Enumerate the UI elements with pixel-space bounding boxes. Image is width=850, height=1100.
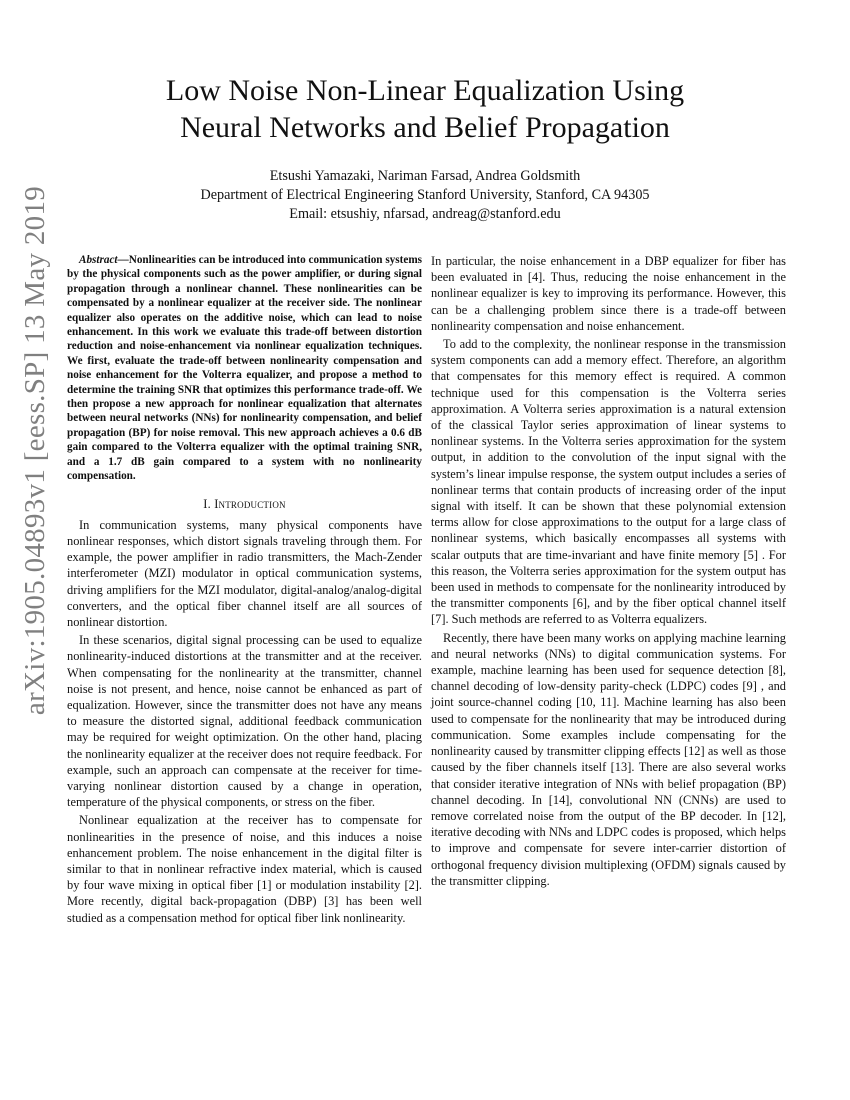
paragraph: To add to the complexity, the nonlinear response in the transmission system components can add a memory effect. Therefore, an algorithm that compensates for this memory effect is required. A common technique used for this compensation is the Volterra series approximation. A Volterra series approximation is a natural extension of the classical Taylor series approximation of linear systems to nonlinear systems. In the Volterra series approximation for the system output, in addition to the convolution of the input signal with the system’s linear impulse response, the system output includes a series of nonlinear terms that contain products of increasing order of the input signal with itself. It can be shown that these polynomial extension terms allow for close approximations to the output for a large class of nonlinear systems, which basically encompasses all systems with scalar outputs that are time-invariant and have finite memory [5] . For this reason, the Volterra series approximation for the system output has been used in methods to compensate for the nonlinearity introduced by the transmitter components [6], and by the fiber optical channel itself [7]. Such methods are referred to as Volterra equalizers. bbox=[431, 337, 786, 627]
paragraph: In these scenarios, digital signal processing can be used to equalize nonlinearity-induced distortions at the transmitter and at the receiver. When compensating for the nonlinearity at the transmitter, channel noise is not present, and hence, noise cannot be enhanced as part of equalization. However, since the transmitter does not have any means to measure the distorted signal, additional feedback communication may be required for weight optimization. On the other hand, placing the nonlinearity equalizer at the receiver does not require feedback. For example, such an approach can compensate at the receiver for time-varying nonlinear distortion caused by a change in operation, temperature of the physical components, or stress on the fiber. bbox=[67, 633, 422, 810]
paper-title bbox=[60, 72, 790, 146]
right-column bbox=[431, 253, 786, 891]
author-names: Etsushi Yamazaki, Nariman Farsad, Andrea Goldsmith bbox=[269, 168, 581, 184]
section-heading-introduction bbox=[67, 496, 422, 512]
title-line-2: Neural Networks and Belief Propagation bbox=[180, 111, 670, 144]
author-affiliation: Department of Electrical Engineering Stanford University, Stanford, CA 94305 bbox=[200, 187, 650, 203]
paragraph-continued: In particular, the noise enhancement in a DBP equalizer for fiber has been evaluated in [4]. Thus, reducing the noise enhancement in the nonlinear equalizer is key to improving its performance. However, this can be a challenging problem since there is a trade-off between nonlinearity compensation and noise enhancement. bbox=[431, 254, 786, 333]
left-column bbox=[67, 253, 422, 928]
section-title: Introduction bbox=[214, 496, 286, 511]
abstract bbox=[67, 253, 422, 484]
abstract-text: —Nonlinearities can be introduced into communication systems by the physical components such as the power amplifier, or during signal propagation through a nonlinear channel. These nonlinearities can be compensated by a nonlinear equalizer at the receiver side. The nonlinear equalizer also operates on the additive noise, which can lead to noise enhancement. In this work we evaluate this trade-off between distortion reduction and noise-enhancement via nonlinear equalization techniques. We first, evaluate the trade-off between nonlinearity compensation and noise enhancement for the Volterra equalizer, and propose a method to determine the training SNR that optimizes this performance trade-off. We then propose a new approach for nonlinear equalization that alternates between neural networks (NNs) for nonlinearity compensation, and belief propagation (BP) for noise removal. This new approach achieves a 0.6 dB gain compared to the Volterra equalizer with the optimal training SNR, and a 1.7 dB gain compared to a system with no nonlinearity compensation. bbox=[67, 254, 422, 483]
abstract-label: Abstract bbox=[79, 254, 118, 266]
paragraph: Nonlinear equalization at the receiver has to compensate for nonlinearities in the presence of noise, and this induces a noise enhancement problem. The noise enhancement in the digital filter is similar to that in nonlinear refractive index material, which is caused by four wave mixing in optical fiber [1] or modulation instability [2]. More recently, digital back-propagation (DBP) [3] has been well studied as a compensation method for optical fiber link nonlinearity. bbox=[67, 813, 422, 925]
arxiv-id: arXiv:1905.04893v1 [eess.SP] 13 May 2019 bbox=[19, 185, 52, 715]
paragraph: In communication systems, many physical components have nonlinear responses, which distort signals traveling through them. For example, the power amplifier in radio transmitters, the Mach-Zender interferometer (MZI) modulator in optical communication systems, driving amplifiers for the MZI modulator, digital-analog/analog-digital converters, and the optical fiber channel itself are all sources of nonlinear distortion. bbox=[67, 517, 422, 629]
author-email: Email: etsushiy, nfarsad, andreag@stanford.edu bbox=[289, 206, 561, 222]
paragraph: Recently, there have been many works on applying machine learning and neural networks (NNs) to digital communication systems. For example, machine learning has been used for sequence detection [8], channel decoding of low-density parity-check (LDPC) codes [9] , and joint source-channel coding [10, 11]. Machine learning has also been used to compensate for the nonlinearity that may be introduced during communication. Some examples include compensating for the nonlinearity caused by transmitter clipping effects [12] as well as those caused by the fiber channels itself [13]. There are also several works that consider iterative integration of NNs with belief propagation (BP) channel decoding. In [14], convolutional NN (CNNs) are used to remove correlated noise from the output of the BP decoder. In [12], iterative decoding with NNs and LDPC codes is proposed, which helps to improve and compensate for severe inter-carrier distortion of orthogonal frequency division multiplexing (OFDM) signals caused by the transmitter clipping. bbox=[431, 630, 786, 888]
section-number: I. bbox=[203, 496, 211, 511]
arxiv-identifier-stamp bbox=[6, 185, 66, 715]
title-line-1: Low Noise Non-Linear Equalization Using bbox=[165, 74, 685, 107]
author-block bbox=[60, 167, 790, 224]
